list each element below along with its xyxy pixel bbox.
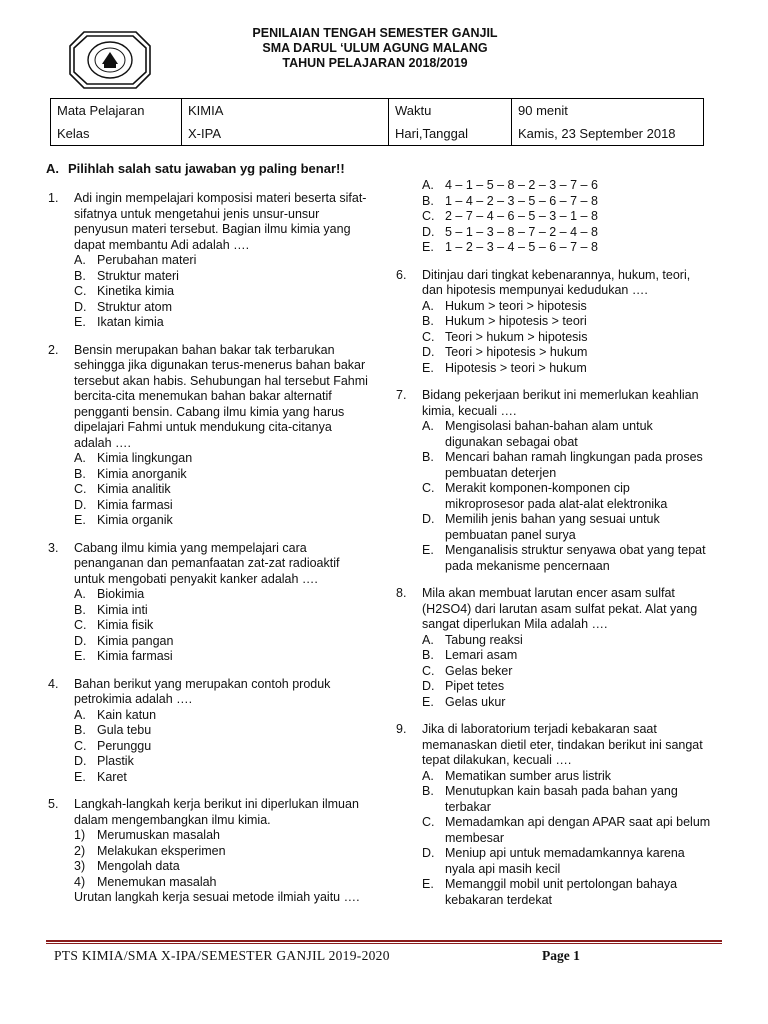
question-number: 8. <box>396 586 407 600</box>
step-number: 2) <box>74 843 86 858</box>
option <box>422 450 712 481</box>
header-line-1: PENILAIAN TENGAH SEMESTER GANJIL <box>252 26 498 40</box>
option-text: Mencari bahan ramah lingkungan pada proses pembuatan deterjen <box>445 450 703 480</box>
option-letter: C. <box>422 663 435 678</box>
option-text: Kimia organik <box>97 513 173 527</box>
question-stem: Bahan berikut yang merupakan contoh produk petrokimia adalah …. <box>74 676 331 706</box>
step <box>74 844 368 860</box>
option-text: Kimia analitik <box>97 482 171 496</box>
question-3 <box>48 541 368 665</box>
option-text: Merakit komponen-komponen cip mikroprosesor pada alat-alat elektronika <box>445 481 668 511</box>
option-letter: A. <box>74 253 86 267</box>
option-letter: D. <box>422 345 435 359</box>
option-letter: D. <box>74 497 87 512</box>
option-letter: E. <box>74 513 86 527</box>
option <box>74 603 368 619</box>
question-stem: Mila akan membuat larutan encer asam sulfat (H2SO4) dari larutan asam sulfat pekat. Alat yang sangat diperlukan Mila adalah …. <box>422 586 698 631</box>
header-line-2: SMA DARUL ‘ULUM AGUNG MALANG <box>262 41 488 55</box>
step-number: 4) <box>74 874 86 889</box>
option-letter: A. <box>74 707 86 722</box>
option <box>422 481 712 512</box>
option-text: Teori > hipotesis > hukum <box>445 345 588 359</box>
option-letter: B. <box>422 193 434 208</box>
option-text: Struktur atom <box>97 299 173 314</box>
option <box>422 543 712 574</box>
option <box>74 634 368 650</box>
section-heading <box>46 161 345 176</box>
subject-label: Mata Pelajaran <box>51 99 182 123</box>
option-text: Kinetika kimia <box>97 284 175 298</box>
footer-exam-code: PTS KIMIA/SMA X-IPA/SEMESTER GANJIL 2019-2020 <box>54 948 390 963</box>
question-6 <box>396 268 712 377</box>
option-text: Perunggu <box>97 738 152 753</box>
option-text: Mematikan sumber arus listrik <box>445 768 612 783</box>
option-text: Kimia lingkungan <box>97 451 193 465</box>
option <box>422 419 712 450</box>
option-letter: B. <box>422 648 434 662</box>
option <box>422 512 712 543</box>
option-text: Memilih jenis bahan yang sesuai untuk pembuatan panel surya <box>445 512 660 542</box>
option-text: Karet <box>97 769 127 784</box>
option-letter: A. <box>74 587 86 601</box>
question-1 <box>48 191 368 331</box>
option <box>422 846 712 877</box>
option <box>422 314 712 330</box>
option-letter: A. <box>422 178 434 192</box>
option-text: Ikatan kimia <box>97 315 164 329</box>
option-letter: B. <box>422 784 434 798</box>
step <box>74 828 368 844</box>
option-letter: A. <box>74 451 86 465</box>
footer-divider-thin <box>46 943 722 944</box>
school-logo <box>66 24 154 96</box>
option-text: 1 – 4 – 2 – 3 – 5 – 6 – 7 – 8 <box>445 193 598 208</box>
option-text: Gelas ukur <box>445 694 506 709</box>
question-number: 2. <box>48 342 59 357</box>
option <box>74 618 368 634</box>
option-letter: A. <box>422 298 434 313</box>
option-text: Pipet tetes <box>445 679 505 693</box>
option <box>422 178 712 194</box>
option-letter: D. <box>422 679 435 693</box>
option <box>74 587 368 603</box>
option-letter: C. <box>422 329 435 344</box>
option <box>74 482 368 498</box>
option <box>422 664 712 680</box>
date-value: Kamis, 23 September 2018 <box>512 122 704 146</box>
question-7 <box>396 388 712 574</box>
option-letter: D. <box>74 299 87 314</box>
option-text: Struktur materi <box>97 268 179 283</box>
option <box>422 633 712 649</box>
option-letter: B. <box>74 466 86 481</box>
question-5-options <box>396 178 712 256</box>
option-letter: E. <box>422 240 434 254</box>
option-letter: C. <box>74 738 87 753</box>
option <box>74 754 368 770</box>
option-letter: C. <box>74 618 87 632</box>
date-label: Hari,Tanggal <box>389 122 512 146</box>
option <box>422 784 712 815</box>
option <box>74 649 368 665</box>
option-text: 5 – 1 – 3 – 8 – 7 – 2 – 4 – 8 <box>445 224 598 239</box>
option-text: Memanggil mobil unit pertolongan bahaya kebakaran terdekat <box>445 877 678 907</box>
question-column-right <box>396 178 712 920</box>
option-text: Kimia inti <box>97 602 148 617</box>
option <box>74 315 368 331</box>
option-text: Kimia pangan <box>97 633 174 648</box>
option-letter: E. <box>422 877 434 891</box>
option-text: Perubahan materi <box>97 253 197 267</box>
question-number: 4. <box>48 676 59 691</box>
option <box>74 284 368 300</box>
option-letter: C. <box>74 482 87 496</box>
option-letter: E. <box>422 694 434 709</box>
option-letter: B. <box>74 602 86 617</box>
option-text: Gelas beker <box>445 663 513 678</box>
option <box>422 695 712 711</box>
option <box>74 300 368 316</box>
option-letter: B. <box>74 268 86 283</box>
option-text: Tabung reaksi <box>445 632 523 647</box>
question-4 <box>48 677 368 786</box>
option <box>74 498 368 514</box>
option <box>422 679 712 695</box>
option-letter: B. <box>74 723 86 737</box>
option <box>422 815 712 846</box>
option-letter: B. <box>422 314 434 328</box>
option <box>74 708 368 724</box>
option-text: 2 – 7 – 4 – 6 – 5 – 3 – 1 – 8 <box>445 209 598 223</box>
option-text: Kimia farmasi <box>97 649 173 663</box>
option-letter: D. <box>422 224 435 239</box>
section-instruction: Pilihlah salah satu jawaban yg paling benar!! <box>68 161 345 176</box>
option <box>74 253 368 269</box>
step-text: Mengolah data <box>97 859 180 873</box>
option-text: Kimia anorganik <box>97 466 187 481</box>
option-letter: D. <box>422 846 435 860</box>
question-5 <box>48 797 368 906</box>
option <box>74 513 368 529</box>
question-stem: Cabang ilmu kimia yang mempelajari cara penanganan dan pemanfaatan zat-zat radioaktif untuk mengobati penyakit kanker adalah …. <box>74 540 340 586</box>
option <box>74 739 368 755</box>
time-label: Waktu <box>389 99 512 123</box>
option <box>422 299 712 315</box>
question-number: 1. <box>48 191 59 205</box>
footer-page-number: Page 1 <box>542 948 580 963</box>
option <box>422 225 712 241</box>
step-text: Melakukan eksperimen <box>97 843 226 858</box>
exam-info-table <box>50 98 704 146</box>
option <box>422 240 712 256</box>
option-text: 1 – 2 – 3 – 4 – 5 – 6 – 7 – 8 <box>445 240 598 254</box>
option-text: Menutupkan kain basah pada bahan yang terbakar <box>445 784 678 814</box>
option <box>74 467 368 483</box>
option <box>422 361 712 377</box>
option <box>422 769 712 785</box>
option-text: Mengisolasi bahan-bahan alam untuk digunakan sebagai obat <box>445 419 653 449</box>
option-letter: A. <box>422 768 434 783</box>
option-letter: E. <box>422 543 434 557</box>
question-stem: Ditinjau dari tingkat kebenarannya, hukum, teori, dan hipotesis mempunyai kedudukan …. <box>422 267 691 297</box>
option <box>422 330 712 346</box>
option-text: Hukum > hipotesis > teori <box>445 314 587 328</box>
exam-header <box>150 26 600 71</box>
option-text: Memadamkan api dengan APAR saat api belum membesar <box>445 815 711 845</box>
option-letter: E. <box>74 769 86 784</box>
option <box>422 877 712 908</box>
section-letter: A. <box>46 161 59 176</box>
option-letter: A. <box>422 419 434 433</box>
footer-divider <box>46 940 722 942</box>
step <box>74 875 368 891</box>
option <box>74 723 368 739</box>
option-letter: D. <box>74 754 87 768</box>
option-letter: E. <box>74 315 86 329</box>
option-text: Lemari asam <box>445 648 518 662</box>
question-number: 6. <box>396 267 407 282</box>
question-column-left <box>48 191 368 918</box>
option-letter: D. <box>74 633 87 648</box>
option-letter: E. <box>422 360 434 375</box>
option-letter: B. <box>422 450 434 464</box>
subject-value: KIMIA <box>182 99 389 123</box>
option-text: Gula tebu <box>97 723 152 737</box>
question-stem: Langkah-langkah kerja berikut ini diperlukan ilmuan dalam mengembangkan ilmu kimia. <box>74 797 359 827</box>
option-text: Plastik <box>97 754 134 768</box>
option-letter: A. <box>422 632 434 647</box>
question-9 <box>396 722 712 908</box>
question-stem: Jika di laboratorium terjadi kebakaran saat memanaskan dietil eter, tindakan berikut ini sangat tepat dilakukan, kecuali …. <box>422 722 703 767</box>
question-number: 5. <box>48 797 59 811</box>
step-text: Menemukan masalah <box>97 874 217 889</box>
option-text: Teori > hukum > hipotesis <box>445 329 588 344</box>
class-label: Kelas <box>51 122 182 146</box>
option-letter: C. <box>422 481 435 495</box>
question-stem: Adi ingin mempelajari komposisi materi beserta sifat-sifatnya untuk mengetahui jenis unsur-unsur penyusun materi tersebut. Bagian ilmu kimia yang dapat membantu Adi adalah …. <box>74 191 367 252</box>
option-letter: E. <box>74 649 86 663</box>
question-number: 7. <box>396 388 407 402</box>
question-8 <box>396 586 712 710</box>
step-number: 1) <box>74 828 86 842</box>
question-tail: Urutan langkah kerja sesuai metode ilmiah yaitu …. <box>74 890 360 904</box>
option <box>422 345 712 361</box>
option-letter: D. <box>422 512 435 526</box>
question-stem: Bensin merupakan bahan bakar tak terbarukan sehingga jika digunakan terus-menerus bahan bakar tersebut akan habis. Sehubungan hal tersebut Fahmi bercita-cita menemukan bahan bakar alternatif pengganti bensin. Cabang ilmu kimia yang harus dipelajari Fahmi untuk mendukung cita-citanya adalah …. <box>74 342 368 450</box>
option <box>74 269 368 285</box>
option-text: Hipotesis > teori > hukum <box>445 360 587 375</box>
option-letter: C. <box>422 209 435 223</box>
question-2 <box>48 343 368 529</box>
option <box>74 451 368 467</box>
option-letter: C. <box>422 815 435 829</box>
option <box>422 209 712 225</box>
option <box>422 648 712 664</box>
option-letter: C. <box>74 284 87 298</box>
option-text: 4 – 1 – 5 – 8 – 2 – 3 – 7 – 6 <box>445 178 598 192</box>
option-text: Menganalisis struktur senyawa obat yang tepat pada mekanisme pencernaan <box>445 543 706 573</box>
class-value: X-IPA <box>182 122 389 146</box>
option <box>74 770 368 786</box>
question-number: 3. <box>48 540 59 555</box>
option-text: Kimia farmasi <box>97 497 173 512</box>
option-text: Meniup api untuk memadamkannya karena nyala api masih kecil <box>445 846 685 876</box>
option-text: Biokimia <box>97 587 145 601</box>
option-text: Kain katun <box>97 707 157 722</box>
question-number: 9. <box>396 722 407 736</box>
step <box>74 859 368 875</box>
step-number: 3) <box>74 859 86 873</box>
time-value: 90 menit <box>512 99 704 123</box>
question-stem: Bidang pekerjaan berikut ini memerlukan keahlian kimia, kecuali …. <box>422 388 699 418</box>
option <box>422 194 712 210</box>
header-line-3: TAHUN PELAJARAN 2018/2019 <box>282 56 468 70</box>
option-text: Hukum > teori > hipotesis <box>445 298 587 313</box>
step-text: Merumuskan masalah <box>97 828 220 842</box>
option-text: Kimia fisik <box>97 618 154 632</box>
